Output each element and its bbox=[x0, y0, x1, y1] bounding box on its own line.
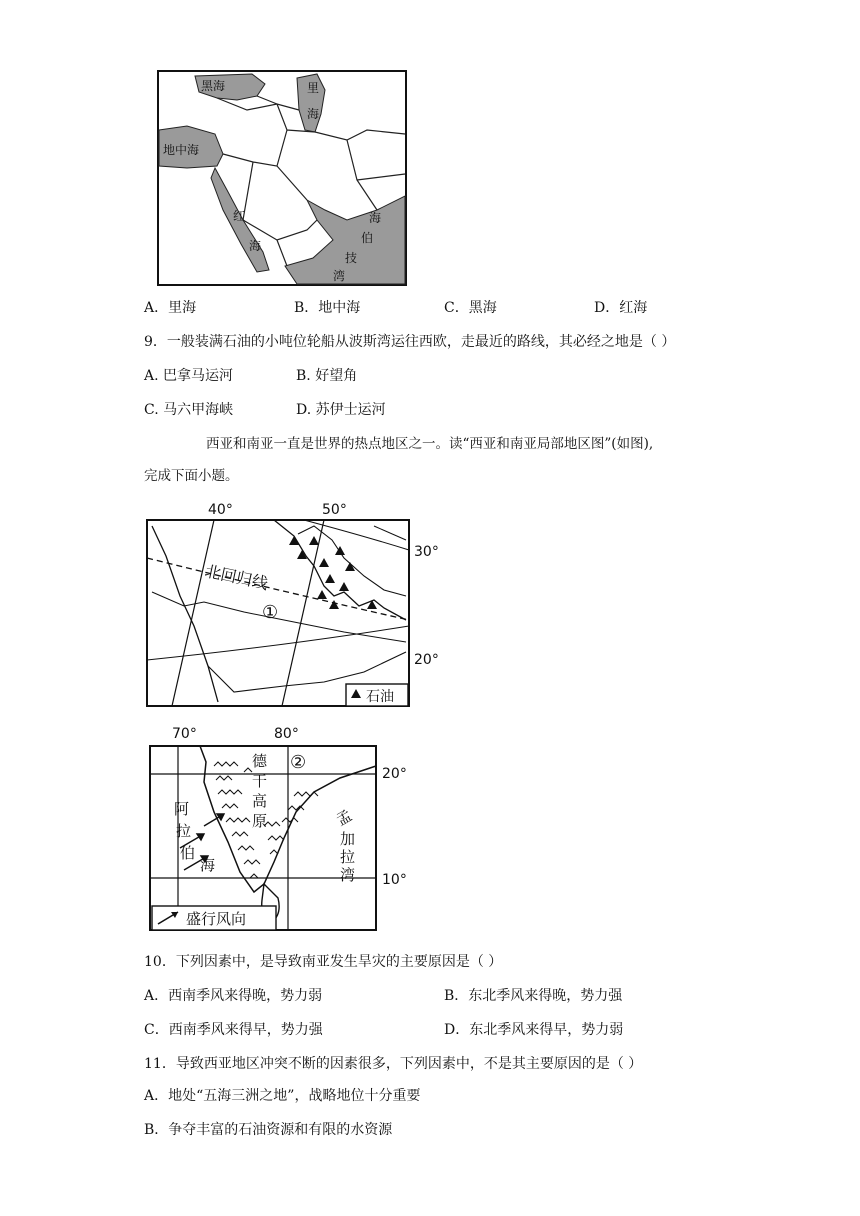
lat-10-label: 10° bbox=[382, 872, 407, 888]
tropic-label: 北回归线 bbox=[203, 561, 270, 594]
q9-option-a[interactable]: A. 巴拿马运河 bbox=[144, 368, 234, 384]
arabian-char-4: 海 bbox=[200, 856, 216, 874]
oil-legend-label: 石油 bbox=[366, 689, 394, 705]
bengal-char-4: 湾 bbox=[340, 866, 356, 884]
q8-option-c[interactable]: C．黑海 bbox=[444, 300, 497, 316]
lon-40-label: 40° bbox=[208, 502, 233, 518]
intro-line-2: 完成下面小题。 bbox=[144, 468, 239, 484]
black-sea-label: 黑海 bbox=[201, 79, 226, 93]
wind-legend-label: 盛行风向 bbox=[186, 910, 247, 928]
q10-stem: 10．下列因素中，是导致南亚发生旱灾的主要原因是（ ） bbox=[144, 954, 503, 970]
bengal-char-1: 孟 bbox=[333, 806, 356, 830]
q10-option-d[interactable]: D．东北季风来得早，势力弱 bbox=[444, 1022, 624, 1038]
q11-option-b[interactable]: B．争夺丰富的石油资源和有限的水资源 bbox=[144, 1122, 393, 1138]
arabian-char-1: 阿 bbox=[174, 800, 190, 818]
gulf-label-4: 湾 bbox=[333, 269, 346, 283]
q9-option-c[interactable]: C. 马六甲海峡 bbox=[144, 402, 234, 418]
deccan-char-4: 原 bbox=[252, 812, 268, 830]
q8-option-b[interactable]: B．地中海 bbox=[294, 300, 361, 316]
lon-50-label: 50° bbox=[322, 502, 347, 518]
arabian-char-2: 拉 bbox=[176, 822, 192, 840]
q10-option-c[interactable]: C．西南季风来得早，势力强 bbox=[144, 1022, 323, 1038]
gulf-label-2: 伯 bbox=[361, 231, 374, 245]
lon-80-label: 80° bbox=[274, 726, 299, 742]
q11-option-a[interactable]: A．地处“五海三洲之地”，战略地位十分重要 bbox=[144, 1088, 421, 1104]
caspian-label-2: 海 bbox=[307, 107, 320, 121]
caspian-label-1: 里 bbox=[307, 81, 320, 95]
q9-stem: 9．一般装满石油的小吨位轮船从波斯湾运往西欧，走最近的路线，其必经之地是（ ） bbox=[144, 334, 676, 350]
deccan-char-2: 干 bbox=[252, 772, 268, 790]
q10-option-a[interactable]: A．西南季风来得晚，势力弱 bbox=[144, 988, 323, 1004]
intro-line-1: 西亚和南亚一直是世界的热点地区之一。读“西亚和南亚局部地区图”(如图), bbox=[206, 436, 654, 452]
red-sea-label-2: 海 bbox=[249, 239, 262, 253]
q8-option-a[interactable]: A．里海 bbox=[144, 300, 197, 316]
lat-20-label: 20° bbox=[414, 652, 439, 668]
arabian-char-3: 伯 bbox=[180, 844, 196, 862]
deccan-char-1: 德 bbox=[252, 752, 268, 770]
map-south-asia bbox=[144, 722, 434, 932]
q9-option-d[interactable]: D. 苏伊士运河 bbox=[296, 402, 386, 418]
q10-option-b[interactable]: B．东北季风来得晚，势力强 bbox=[444, 988, 623, 1004]
deccan-char-3: 高 bbox=[252, 792, 268, 810]
lat-20-label-2: 20° bbox=[382, 766, 407, 782]
lon-70-label: 70° bbox=[172, 726, 197, 742]
map-middle-east bbox=[157, 70, 407, 286]
q8-option-d[interactable]: D．红海 bbox=[594, 300, 648, 316]
gulf-label-1: 海 bbox=[369, 211, 382, 225]
bengal-char-2: 加 bbox=[340, 830, 356, 848]
gulf-label-3: 技 bbox=[345, 251, 358, 265]
q9-option-b[interactable]: B. 好望角 bbox=[296, 368, 358, 384]
q11-stem: 11．导致西亚地区冲突不断的因素很多，下列因素中，不是其主要原因的是（ ） bbox=[144, 1056, 643, 1072]
red-sea-label-1: 红 bbox=[233, 209, 246, 223]
marker-1: ① bbox=[262, 602, 279, 623]
bengal-char-3: 拉 bbox=[340, 848, 356, 866]
map-west-asia bbox=[144, 496, 444, 710]
lat-30-label: 30° bbox=[414, 544, 439, 560]
mediterranean-label: 地中海 bbox=[163, 143, 200, 157]
marker-2: ② bbox=[290, 752, 307, 773]
